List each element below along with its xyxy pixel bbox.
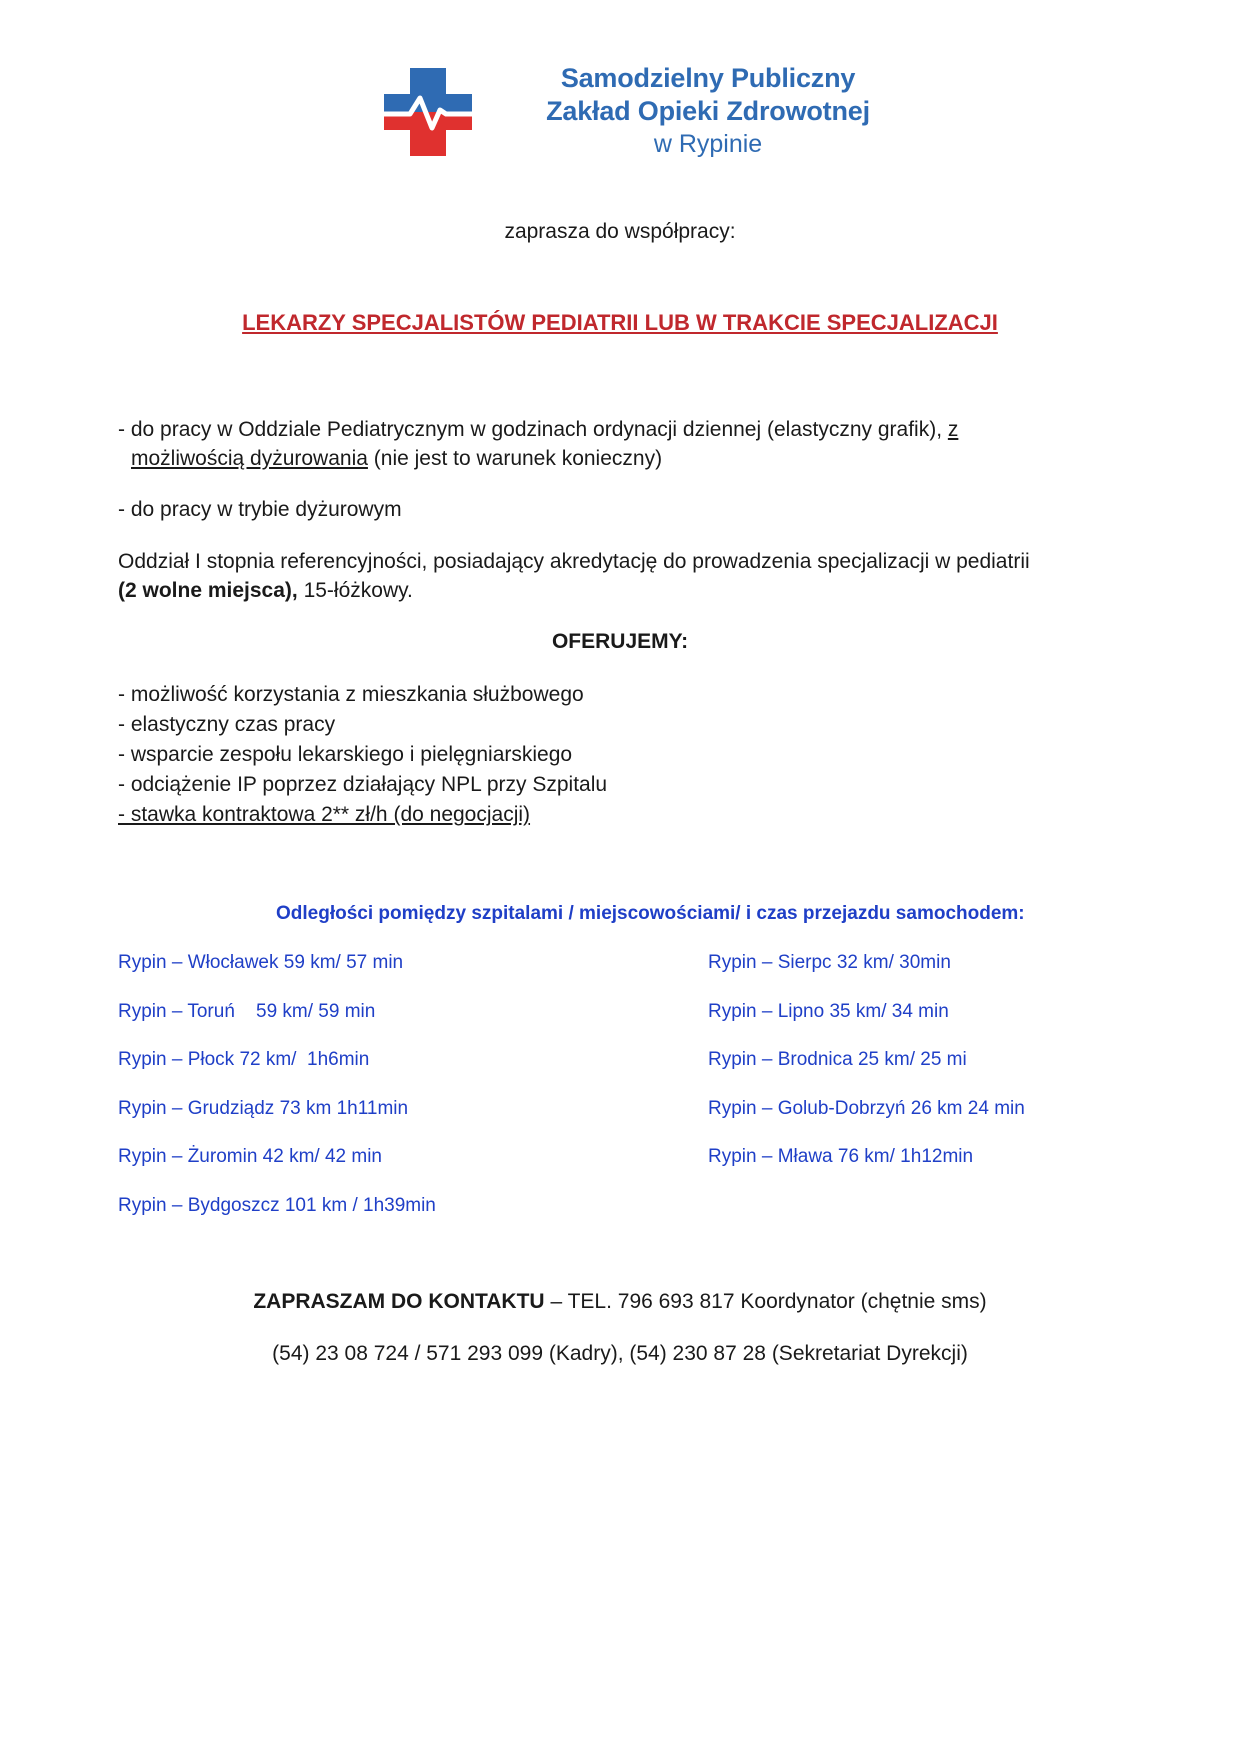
offer-item: - możliwość korzystania z mieszkania służbowego xyxy=(118,683,584,706)
intro-text: zaprasza do współpracy: xyxy=(504,220,736,243)
offer-item-rate: - stawka kontraktowa 2** zł/h (do negocjacji) xyxy=(118,803,531,826)
duty-item-1-on-call: możliwością dyżurowania xyxy=(131,447,368,470)
organization-name xyxy=(508,62,908,161)
org-name-line3: w Rypinie xyxy=(653,130,763,158)
distances-left-column xyxy=(118,950,436,1241)
contact-coordinator-phone: – TEL. 796 693 817 Koordynator (chętnie sms) xyxy=(544,1290,987,1313)
duty-item-1-underlined-z: z xyxy=(947,418,959,441)
offer-list xyxy=(118,680,1128,830)
offer-item: - wsparcie zespołu lekarskiego i pielęgniarskiego xyxy=(118,743,573,766)
ward-text: Oddział I stopnia referencyjności, posiadający akredytację do prowadzenia specjalizacji w pediatrii xyxy=(118,550,1030,573)
distance-item: Rypin – Bydgoszcz 101 km / 1h39min xyxy=(118,1194,436,1216)
distance-item: Rypin – Lipno 35 km/ 34 min xyxy=(708,1000,949,1022)
distance-item: Rypin – Włocławek 59 km/ 57 min xyxy=(118,952,404,973)
distance-item: Rypin – Toruń 59 km/ 59 min xyxy=(118,1000,376,1022)
medical-cross-heartbeat-icon xyxy=(380,64,476,160)
distances-title: Odległości pomiędzy szpitalami / miejscowościami/ i czas przejazdu samochodem: xyxy=(276,903,1025,924)
org-name-line2: Zakład Opieki Zdrowotnej xyxy=(546,96,870,126)
distance-item: Rypin – Grudziądz 73 km 1h11min xyxy=(118,1097,409,1119)
duty-item-1-note: (nie jest to warunek konieczny) xyxy=(367,447,663,470)
org-name-line1: Samodzielny Publiczny xyxy=(560,63,856,93)
offer-item: - elastyczny czas pracy xyxy=(118,713,336,736)
distance-item: Rypin – Golub-Dobrzyń 26 km 24 min xyxy=(708,1097,1025,1119)
ward-free-places: (2 wolne miejsca), xyxy=(118,579,298,602)
job-headline: LEKARZY SPECJALISTÓW PEDIATRII LUB W TRAKCIE SPECJALIZACJI xyxy=(242,310,998,335)
distance-item: Rypin – Żuromin 42 km/ 42 min xyxy=(118,1146,382,1167)
offer-title: OFERUJEMY: xyxy=(551,630,689,653)
organization-logo xyxy=(380,58,900,168)
distance-item: Rypin – Sierpc 32 km/ 30min xyxy=(708,952,951,973)
duty-item-2: - do pracy w trybie dyżurowym xyxy=(118,498,402,521)
contact-line-2: (54) 23 08 724 / 571 293 099 (Kadry), (54) 230 87 28 (Sekretariat Dyrekcji) xyxy=(272,1342,968,1365)
distance-item: Rypin – Płock 72 km/ 1h6min xyxy=(118,1049,370,1070)
contact-label: ZAPRASZAM DO KONTAKTU xyxy=(253,1290,545,1313)
offer-item: - odciążenie IP poprzez działający NPL przy Szpitalu xyxy=(118,773,608,796)
contact-line-1 xyxy=(0,1290,1240,1314)
distance-item: Rypin – Mława 76 km/ 1h12min xyxy=(708,1146,974,1167)
duty-item-1 xyxy=(118,415,1128,473)
ward-description xyxy=(118,547,1128,605)
distances-right-column xyxy=(708,950,1025,1193)
duty-item-1-text: - do pracy w Oddziale Pediatrycznym w godzinach ordynacji dziennej (elastyczny grafik), xyxy=(118,418,948,441)
distance-item: Rypin – Brodnica 25 km/ 25 mi xyxy=(708,1049,967,1070)
ward-beds: 15-łóżkowy. xyxy=(297,579,413,602)
